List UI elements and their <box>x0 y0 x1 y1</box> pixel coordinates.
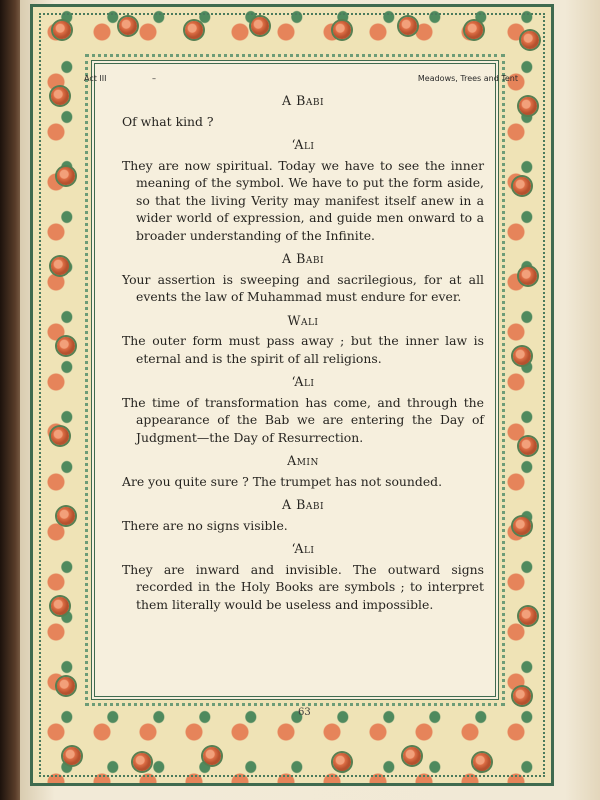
flower-ornament <box>333 21 351 39</box>
speaker-name: ‘Ali <box>291 374 315 389</box>
flower-ornament <box>57 677 75 695</box>
speaker-name: A Babi <box>281 251 325 266</box>
flower-ornament <box>513 177 531 195</box>
flower-ornament <box>519 607 537 625</box>
flower-ornament <box>465 21 483 39</box>
flower-ornament <box>251 17 269 35</box>
flower-ornament <box>399 17 417 35</box>
flower-ornament <box>57 337 75 355</box>
speaker-name: Amin <box>287 453 319 468</box>
flower-ornament <box>57 167 75 185</box>
flower-ornament <box>521 31 539 49</box>
flower-ornament <box>53 21 71 39</box>
flower-ornament <box>519 437 537 455</box>
flower-ornament <box>473 753 491 771</box>
flower-ornament <box>133 753 151 771</box>
dialogue-line: Of what kind ? <box>122 113 214 129</box>
dialogue-line: There are no signs visible. <box>122 517 288 533</box>
speaker-name: A Babi <box>281 497 325 512</box>
flower-ornament <box>63 747 81 765</box>
flower-ornament <box>57 507 75 525</box>
flower-ornament <box>119 17 137 35</box>
dialogue-line: Are you quite sure ? The trumpet has not sounded. <box>122 473 443 489</box>
speaker-name: Wali <box>287 312 319 328</box>
dialogue-line: They are now spiritual. Today we have to see the inner meaning of the symbol. We have to put the form aside, so that the living Verity may manifest itself anew in a wider world of expression, and guide men onward to a broader understanding of the Infinite. <box>122 157 484 243</box>
flower-ornament <box>51 257 69 275</box>
header-dash: – <box>152 74 156 83</box>
speaker-name: ‘Ali <box>291 137 315 152</box>
flower-ornament <box>403 747 421 765</box>
flower-ornament <box>519 267 537 285</box>
scene-title: Meadows, Trees and Tent <box>417 74 518 83</box>
flower-ornament <box>51 597 69 615</box>
dialogue-line: Your assertion is sweeping and sacrilegious, for at all events the law of Muhammad must endure for ever. <box>122 271 484 304</box>
flower-ornament <box>185 21 203 39</box>
dialogue-line: The time of transformation has come, and through the appearance of the Bab we are entering the Day of Judgment—the Day of Resurrection. <box>122 394 484 445</box>
act-label: Act III <box>84 74 107 83</box>
dialogue-line: They are inward and invisible. The outward signs recorded in the Holy Books are symbols ; to interpret them literally would be useless and impossible. <box>122 561 484 612</box>
book-page <box>20 0 600 800</box>
flower-ornament <box>519 97 537 115</box>
flower-ornament <box>513 347 531 365</box>
flower-ornament <box>51 427 69 445</box>
flower-ornament <box>51 87 69 105</box>
flower-ornament <box>203 747 221 765</box>
flower-ornament <box>513 687 531 705</box>
speaker-name: A Babi <box>281 93 325 108</box>
page-number: 63 <box>298 707 311 718</box>
dialogue-line: The outer form must pass away ; but the inner law is eternal and is the spirit of all religions. <box>122 333 484 366</box>
dialogue-body <box>122 92 484 613</box>
speaker-name: ‘Ali <box>291 541 315 556</box>
flower-ornament <box>513 517 531 535</box>
flower-ornament <box>333 753 351 771</box>
